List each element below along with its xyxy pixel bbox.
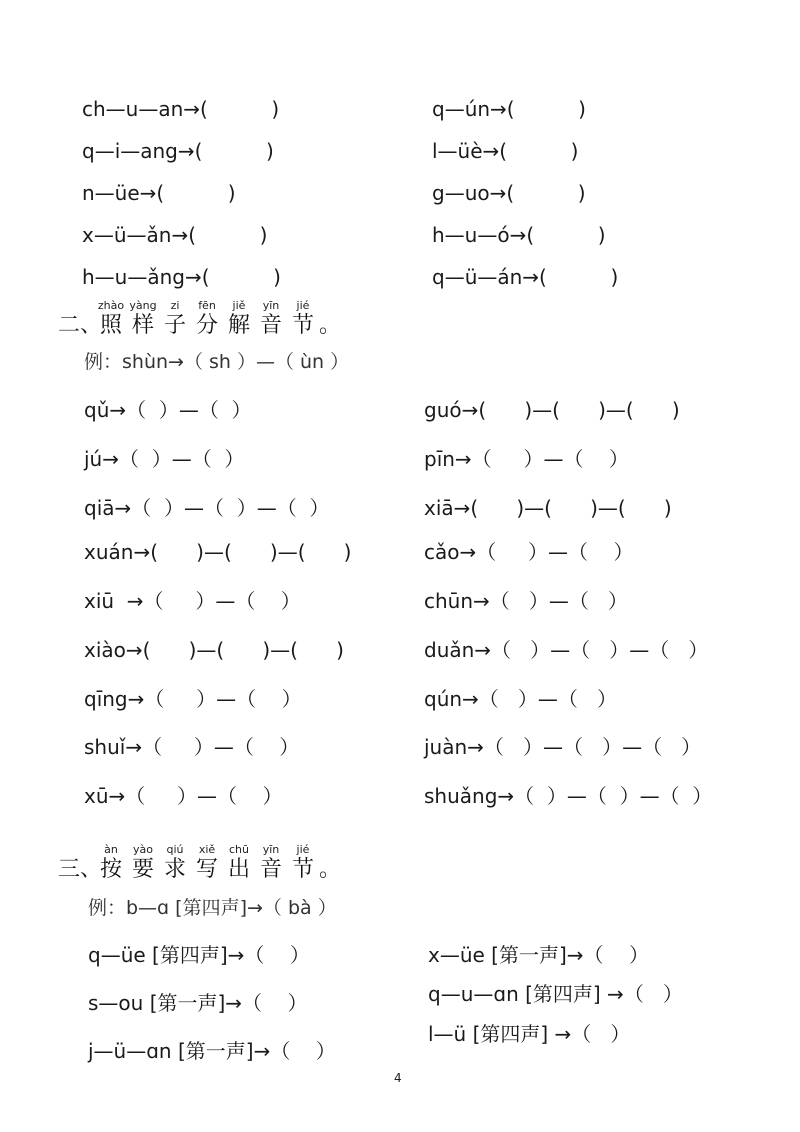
hanzi: 分 <box>195 313 218 338</box>
exercise-line: chūn→（ ）—（ ） <box>424 589 628 613</box>
hanzi: 解 <box>227 313 250 338</box>
exercise-line: guó→( )—( )—( ) <box>424 398 680 422</box>
hanzi: 按 <box>99 857 122 882</box>
ruby-char <box>320 299 340 339</box>
pinyin-annotation: yào <box>133 843 153 856</box>
pinyin-annotation: jié <box>296 299 310 312</box>
pinyin-annotation: zhào <box>97 299 125 312</box>
pinyin-annotation: jié <box>296 843 310 856</box>
exercise-line: q—üe [第四声]→（ ） <box>88 943 310 967</box>
exercise-line: qiā→（ ）—（ ）—（ ） <box>84 496 330 520</box>
exercise-line: juàn→（ ）—（ ）—（ ） <box>424 735 702 759</box>
heading-punct: 。 <box>319 857 342 882</box>
ruby-char <box>160 843 190 883</box>
exercise-line: q—u—ɑn [第四声] →（ ） <box>428 982 683 1006</box>
exercise-line: h—u—ǎng→( ) <box>82 265 281 289</box>
section2-example: 例：shùn→（ sh ）—（ ùn ） <box>84 351 350 373</box>
ruby-char <box>256 843 286 883</box>
pinyin-annotation: fēn <box>198 299 216 312</box>
pinyin-annotation: xiě <box>198 843 216 856</box>
hanzi: 子 <box>163 313 186 338</box>
exercise-line: xiū →（ ）—（ ） <box>84 589 301 613</box>
hanzi: 要 <box>131 857 154 882</box>
ruby-char <box>192 299 222 339</box>
pinyin-annotation: yīn <box>262 843 280 856</box>
exercise-line: jú→（ ）—（ ） <box>84 447 245 471</box>
exercise-line: xū→（ ）—（ ） <box>84 784 283 808</box>
exercise-line: q—ü—án→( ) <box>432 265 619 289</box>
exercise-line: xiā→( )—( )—( ) <box>424 496 672 520</box>
ruby-char <box>128 299 158 339</box>
ruby-char <box>224 299 254 339</box>
exercise-line: s—ou [第一声]→（ ） <box>88 991 308 1015</box>
exercise-line: shuǐ→（ ）—（ ） <box>84 735 300 759</box>
pinyin-annotation: jiě <box>232 299 246 312</box>
heading-punct: 。 <box>319 313 342 338</box>
exercise-line: xiào→( )—( )—( ) <box>84 638 344 662</box>
exercise-line: g—uo→( ) <box>432 181 586 205</box>
exercise-line: qīng→（ ）—（ ） <box>84 687 302 711</box>
ruby-char <box>224 843 254 883</box>
page-number: 4 <box>394 1071 402 1085</box>
ruby-char <box>160 299 190 339</box>
exercise-line: x—ü—ǎn→( ) <box>82 223 268 247</box>
ruby-char <box>192 843 222 883</box>
ruby-char <box>288 299 318 339</box>
ruby-char <box>288 843 318 883</box>
exercise-line: l—üè→( ) <box>432 139 579 163</box>
exercise-line: cǎo→（ ）—（ ） <box>424 540 634 564</box>
hanzi: 出 <box>227 857 250 882</box>
section3-example: 例：b—ɑ [第四声]→（ bà ） <box>88 897 337 919</box>
ruby-char <box>256 299 286 339</box>
exercise-line: duǎn→（ ）—（ ）—（ ） <box>424 638 709 662</box>
exercise-line: l—ü [第四声] →（ ） <box>428 1022 631 1046</box>
exercise-line: q—i—ang→( ) <box>82 139 274 163</box>
exercise-line: h—u—ó→( ) <box>432 223 606 247</box>
hanzi: 节 <box>291 313 314 338</box>
pinyin-annotation: yīn <box>262 299 280 312</box>
exercise-line: xuán→( )—( )—( ) <box>84 540 352 564</box>
exercise-line: pīn→（ ）—（ ） <box>424 447 629 471</box>
ruby-char <box>128 843 158 883</box>
hanzi: 样 <box>131 313 154 338</box>
hanzi: 节 <box>291 857 314 882</box>
exercise-line: shuǎng→（ ）—（ ）—（ ） <box>424 784 713 808</box>
ruby-char <box>320 843 340 883</box>
section-number: 三、 <box>58 857 103 882</box>
exercise-line: n—üe→( ) <box>82 181 236 205</box>
exercise-line: x—üe [第一声]→（ ） <box>428 943 649 967</box>
pinyin-annotation: zi <box>170 299 180 312</box>
pinyin-annotation: qiú <box>166 843 184 856</box>
pinyin-annotation: àn <box>104 843 118 856</box>
hanzi: 写 <box>195 857 218 882</box>
hanzi: 音 <box>259 857 282 882</box>
section-number: 二、 <box>58 313 103 338</box>
exercise-line: qún→（ ）—（ ） <box>424 687 617 711</box>
hanzi: 照 <box>99 313 122 338</box>
hanzi: 求 <box>163 857 186 882</box>
ruby-char <box>96 299 126 339</box>
exercise-line: q—ún→( ) <box>432 97 586 121</box>
heading-ruby-row <box>96 843 342 883</box>
hanzi: 音 <box>259 313 282 338</box>
exercise-line: j—ü—ɑn [第一声]→（ ） <box>88 1039 336 1063</box>
pinyin-annotation: chū <box>229 843 249 856</box>
exercise-line: ch—u—an→( ) <box>82 97 280 121</box>
pinyin-annotation: yàng <box>129 299 157 312</box>
heading-ruby-row <box>96 299 342 339</box>
exercise-line: qǔ→（ ）—（ ） <box>84 398 252 422</box>
ruby-char <box>96 843 126 883</box>
